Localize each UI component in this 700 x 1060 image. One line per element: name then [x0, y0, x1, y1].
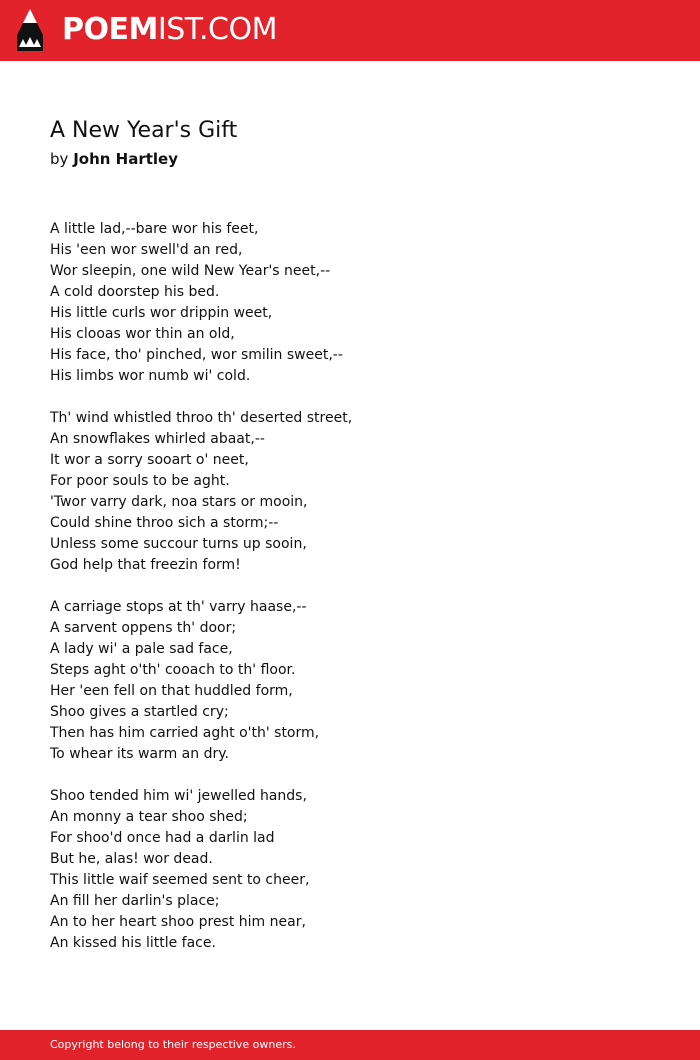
copyright-text: Copyright belong to their respective owners. [50, 1038, 296, 1051]
poem-line: Shoo gives a startled cry; [50, 704, 229, 720]
logo-text-light: IST.COM [157, 12, 277, 47]
logo-text-bold: POEM [62, 12, 158, 47]
poem-line: A lady wi' a pale sad face, [50, 641, 233, 657]
poem-line: God help that freezin form! [50, 557, 241, 573]
pencil-icon[interactable] [17, 9, 43, 51]
poem-line: His clooas wor thin an old, [50, 326, 235, 342]
poem-line: Then has him carried aght o'th' storm, [50, 725, 320, 741]
poem-line: His limbs wor numb wi' cold. [50, 368, 251, 384]
poem-line: It wor a sorry sooart o' neet, [50, 452, 249, 468]
poem-line: An fill her darlin's place; [50, 893, 220, 909]
poem-line: Steps aght o'th' cooach to th' floor. [50, 662, 296, 678]
poem-line: Could shine throo sich a storm;-- [50, 515, 279, 531]
poem-line: This little waif seemed sent to cheer, [50, 872, 310, 888]
poem-line: Th' wind whistled throo th' deserted street, [50, 410, 353, 426]
poem-line: An to her heart shoo prest him near, [50, 914, 306, 930]
site-logo[interactable] [62, 11, 277, 49]
poem-body [50, 219, 650, 975]
stanza [50, 408, 650, 576]
poem-line: His little curls wor drippin weet, [50, 305, 273, 321]
poem-line: An snowflakes whirled abaat,-- [50, 431, 265, 447]
poem-line: A little lad,--bare wor his feet, [50, 221, 259, 237]
poem-line: An monny a tear shoo shed; [50, 809, 248, 825]
poem-line: An kissed his little face. [50, 935, 216, 951]
poem-line: 'Twor varry dark, noa stars or mooin, [50, 494, 308, 510]
stanza [50, 786, 650, 954]
poem-line: Unless some succour turns up sooin, [50, 536, 307, 552]
poem-title: A New Year's Gift [50, 118, 238, 143]
poem-line: For poor souls to be aght. [50, 473, 230, 489]
by-label: by [50, 150, 69, 168]
site-header [0, 0, 700, 61]
stanza [50, 219, 650, 387]
poem-line: Her 'een fell on that huddled form, [50, 683, 293, 699]
poem-line: A carriage stops at th' varry haase,-- [50, 599, 307, 615]
poem-line: His face, tho' pinched, wor smilin sweet,-- [50, 347, 343, 363]
poem-line: Wor sleepin, one wild New Year's neet,-- [50, 263, 331, 279]
poem-author: John Hartley [73, 150, 178, 168]
poem-line: Shoo tended him wi' jewelled hands, [50, 788, 307, 804]
poem-line: For shoo'd once had a darlin lad [50, 830, 275, 846]
poem-line: A sarvent oppens th' door; [50, 620, 237, 636]
poem-line: But he, alas! wor dead. [50, 851, 213, 867]
poem-line: To whear its warm an dry. [50, 746, 229, 762]
site-footer [0, 1030, 700, 1060]
poem-line: A cold doorstep his bed. [50, 284, 220, 300]
stanza [50, 597, 650, 765]
poem-byline [50, 148, 178, 170]
poem-line: His 'een wor swell'd an red, [50, 242, 243, 258]
